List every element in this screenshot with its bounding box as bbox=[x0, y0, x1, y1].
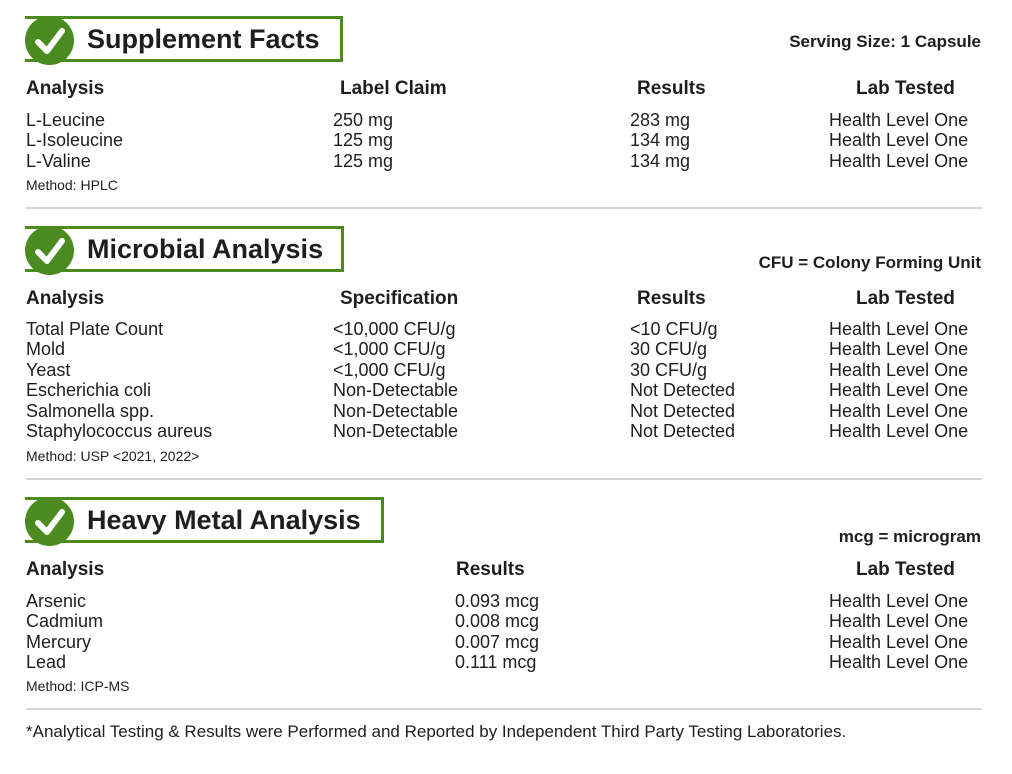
mcg-note: mcg = microgram bbox=[838, 527, 981, 546]
table-row bbox=[0, 110, 1012, 130]
checkmark-icon bbox=[25, 226, 74, 275]
table-row bbox=[0, 339, 1012, 359]
analysis-cell: L-Leucine bbox=[26, 110, 106, 130]
table-row bbox=[0, 319, 1012, 339]
section-divider bbox=[26, 207, 982, 209]
analysis-cell: Escherichia coli bbox=[26, 380, 152, 401]
analysis-cell: Arsenic bbox=[26, 591, 87, 611]
analysis-cell: Salmonella spp. bbox=[26, 400, 155, 421]
lab-cell: Health Level One bbox=[829, 400, 969, 421]
lab-cell: Health Level One bbox=[829, 652, 969, 673]
lab-cell: Health Level One bbox=[829, 591, 969, 611]
table-row bbox=[0, 421, 1012, 441]
col-header-analysis: Analysis bbox=[26, 288, 105, 309]
lab-cell: Health Level One bbox=[829, 359, 969, 380]
result-cell: Not Detected bbox=[630, 420, 736, 441]
method-note: Method: ICP-MS bbox=[26, 678, 130, 694]
table-row bbox=[0, 151, 1012, 171]
analysis-cell: L-Valine bbox=[26, 150, 91, 171]
lab-cell: Health Level One bbox=[829, 150, 969, 171]
analysis-cell: Total Plate Count bbox=[26, 319, 164, 339]
table-row bbox=[0, 632, 1012, 652]
result-cell: <10 CFU/g bbox=[630, 319, 718, 339]
col-header-results: Results bbox=[637, 288, 706, 309]
section-divider bbox=[26, 478, 982, 480]
lab-cell: Health Level One bbox=[829, 611, 969, 632]
section-title: Supplement Facts bbox=[87, 23, 320, 54]
result-cell: 134 mg bbox=[630, 150, 691, 171]
spec-cell: Non-Detectable bbox=[333, 420, 459, 441]
lab-cell: Health Level One bbox=[829, 631, 969, 652]
table-row bbox=[0, 652, 1012, 672]
table-row bbox=[0, 611, 1012, 631]
testing-disclaimer: *Analytical Testing & Results were Performed and Reported by Independent Third Party Testing Laboratories. bbox=[26, 722, 847, 741]
col-header-lab-tested: Lab Tested bbox=[856, 559, 955, 580]
result-cell: Not Detected bbox=[630, 380, 736, 401]
table-row bbox=[0, 401, 1012, 421]
result-cell: 30 CFU/g bbox=[630, 359, 708, 380]
analysis-cell: Yeast bbox=[26, 359, 71, 380]
col-header-analysis: Analysis bbox=[26, 559, 105, 580]
col-header-analysis: Analysis bbox=[26, 78, 105, 99]
col-header-lab-tested: Lab Tested bbox=[856, 78, 955, 99]
method-note: Method: USP <2021, 2022> bbox=[26, 448, 200, 464]
lab-cell: Health Level One bbox=[829, 110, 969, 130]
claim-cell: 125 mg bbox=[333, 130, 394, 151]
result-cell: 134 mg bbox=[630, 130, 691, 151]
cfu-note: CFU = Colony Forming Unit bbox=[758, 253, 981, 272]
microbial-table bbox=[0, 319, 1012, 441]
heavy-metal-analysis-badge bbox=[25, 497, 384, 543]
col-header-lab-tested: Lab Tested bbox=[856, 288, 955, 309]
checkmark-icon bbox=[25, 497, 74, 546]
col-header-label-claim: Label Claim bbox=[340, 78, 447, 99]
result-cell: 0.111 mcg bbox=[455, 652, 537, 673]
spec-cell: <10,000 CFU/g bbox=[333, 319, 456, 339]
supplement-facts-badge bbox=[25, 16, 343, 62]
result-cell: Not Detected bbox=[630, 400, 736, 421]
claim-cell: 125 mg bbox=[333, 150, 394, 171]
result-cell: 30 CFU/g bbox=[630, 339, 708, 360]
col-header-specification: Specification bbox=[340, 288, 459, 309]
spec-cell: <1,000 CFU/g bbox=[333, 339, 446, 360]
heavy-metal-table bbox=[0, 591, 1012, 673]
analysis-cell: L-Isoleucine bbox=[26, 130, 124, 151]
analysis-cell: Mold bbox=[26, 339, 66, 360]
result-cell: 0.008 mcg bbox=[455, 611, 540, 632]
serving-size-note: Serving Size: 1 Capsule bbox=[789, 32, 981, 51]
lab-cell: Health Level One bbox=[829, 319, 969, 339]
supplement-table bbox=[0, 110, 1012, 171]
table-row bbox=[0, 360, 1012, 380]
lab-cell: Health Level One bbox=[829, 420, 969, 441]
table-row bbox=[0, 591, 1012, 611]
section-divider bbox=[26, 708, 982, 710]
section-title: Microbial Analysis bbox=[87, 233, 324, 264]
table-row bbox=[0, 130, 1012, 150]
checkmark-icon bbox=[25, 16, 74, 65]
result-cell: 0.007 mcg bbox=[455, 631, 540, 652]
method-note: Method: HPLC bbox=[26, 177, 118, 193]
result-cell: 0.093 mcg bbox=[455, 591, 540, 611]
col-header-results: Results bbox=[637, 78, 706, 99]
spec-cell: Non-Detectable bbox=[333, 400, 459, 421]
analysis-cell: Lead bbox=[26, 652, 67, 673]
col-header-results: Results bbox=[456, 559, 525, 580]
spec-cell: Non-Detectable bbox=[333, 380, 459, 401]
spec-cell: <1,000 CFU/g bbox=[333, 359, 446, 380]
lab-cell: Health Level One bbox=[829, 130, 969, 151]
lab-cell: Health Level One bbox=[829, 380, 969, 401]
analysis-cell: Mercury bbox=[26, 631, 92, 652]
analysis-cell: Staphylococcus aureus bbox=[26, 420, 213, 441]
claim-cell: 250 mg bbox=[333, 110, 394, 130]
lab-cell: Health Level One bbox=[829, 339, 969, 360]
section-title: Heavy Metal Analysis bbox=[87, 504, 361, 535]
analysis-cell: Cadmium bbox=[26, 611, 104, 632]
table-row bbox=[0, 380, 1012, 400]
microbial-analysis-badge bbox=[25, 226, 344, 272]
result-cell: 283 mg bbox=[630, 110, 691, 130]
